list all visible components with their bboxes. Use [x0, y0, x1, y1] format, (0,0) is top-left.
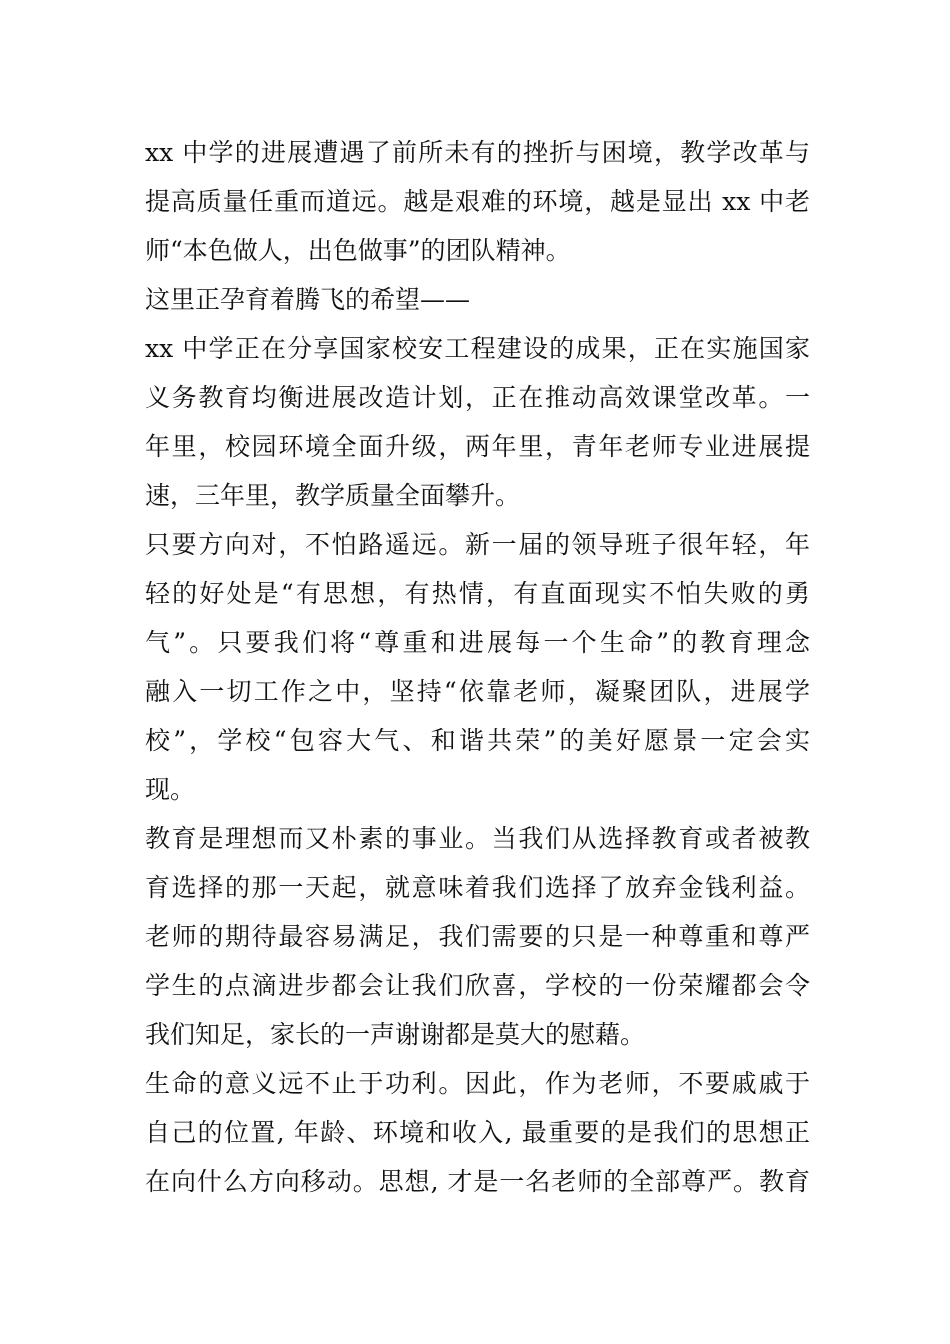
text-line: 年里，校园环境全面升级，两年里，青年老师专业进展提 [145, 432, 810, 461]
text-line: 校”，学校“包容大气、和谐共荣”的美好愿景一定会实 [145, 726, 810, 755]
text-line: 老师的期待最容易满足，我们需要的只是一种尊重和尊严 [145, 922, 810, 951]
text-line: 只要方向对，不怕路遥远。新一届的领导班子很年轻，年 [145, 530, 810, 559]
text-line: 轻的好处是“有思想，有热情，有直面现实不怕失败的勇 [145, 579, 810, 608]
text-line: 速，三年里，教学质量全面攀升。 [145, 481, 521, 510]
text-line: 学生的点滴进步都会让我们欣喜，学校的一份荣耀都会令 [145, 971, 810, 1000]
text-line: 气”。只要我们将“尊重和进展每一个生命”的教育理念 [145, 628, 810, 657]
text-line: 提高质量任重而道远。越是艰难的环境，越是显出 xx 中老 [145, 187, 810, 216]
text-line: 师“本色做人，出色做事”的团队精神。 [145, 236, 571, 265]
text-line: 这里正孕育着腾飞的希望—— [145, 285, 471, 314]
text-line: 教育是理想而又朴素的事业。当我们从选择教育或者被教 [145, 824, 810, 853]
text-line: 义务教育均衡进展改造计划，正在推动高效课堂改革。一 [145, 383, 810, 412]
text-line: xx 中学正在分享国家校安工程建设的成果，正在实施国家 [145, 334, 810, 363]
text-line: 我们知足，家长的一声谢谢都是莫大的慰藉。 [145, 1020, 646, 1049]
text-line: 现。 [145, 775, 196, 804]
body-text [145, 128, 810, 1206]
text-line: 自己的位置, 年龄、环境和收入, 最重要的是我们的思想正 [145, 1118, 810, 1147]
text-line: xx 中学的进展遭遇了前所未有的挫折与困境，教学改革与 [145, 138, 810, 167]
text-line: 育选择的那一天起，就意味着我们选择了放弃金钱利益。 [145, 873, 810, 902]
text-line: 生命的意义远不止于功利。因此，作为老师，不要戚戚于 [145, 1069, 810, 1098]
text-line: 在向什么方向移动。思想, 才是一名老师的全部尊严。教育 [145, 1167, 810, 1196]
text-line: 融入一切工作之中，坚持“依靠老师，凝聚团队，进展学 [145, 677, 810, 706]
